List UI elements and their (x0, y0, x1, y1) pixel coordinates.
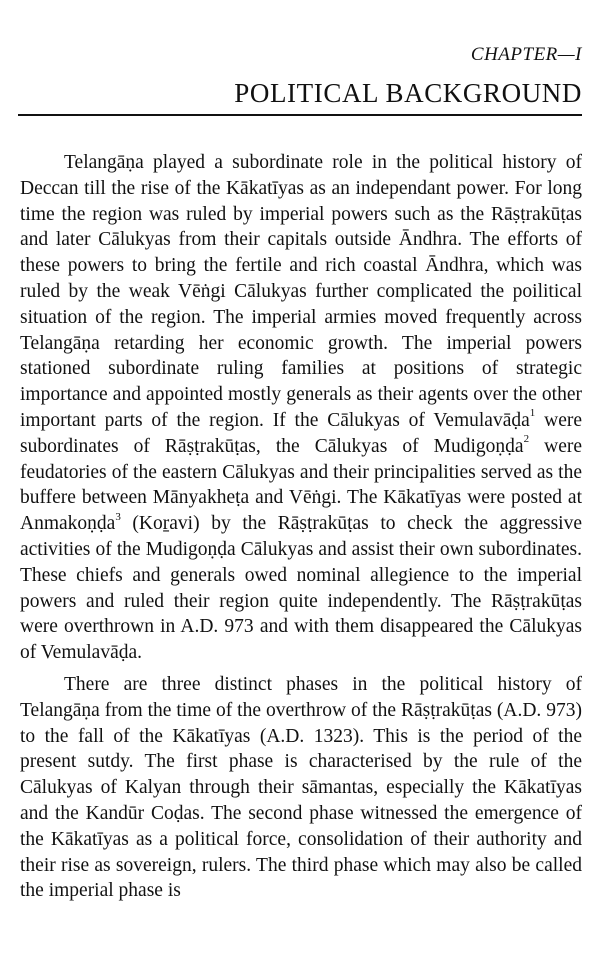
title-underline (18, 114, 582, 116)
paragraph-1 (20, 150, 582, 666)
footnote-marker: 2 (523, 433, 530, 446)
paragraph-1-text: were feudatories of the eastern Cālukyas and their principalities served as the buffere between Mānyakheṭa and Vēṅgi. The Kākatīyas were posted at Anmakoṇḍa (20, 435, 583, 535)
paragraph-1-text: Telangāṇa played a subordinate role in the political history of Deccan till the rise of the Kākatīyas as an independant power. For long time the region was ruled by imperial powers such as the Rāṣṭrakūṭas and later Cālukyas from their capitals outside Āndhra. The efforts of these powers to bring the fertile and rich coastal Āndhra, which was ruled by the weak Vēṅgi Cālukyas further complicated the poilitical situation of the region. The imperial armies moved frequently across Telangāṇa retarding her economic growth. The imperial powers stationed subordinate ruling families at positions of strategic importance and appointed mostly generals as their agents over the other important parts of the region. If the Cālukyas of Vemulavāḍa (20, 152, 582, 431)
paragraph-2: There are three distinct phases in the political history of Telangāṇa from the time of the overthrow of the Rāṣṭrakūṭas (A.D. 973) to the fall of the Kākatīyas (A.D. 1323). This is the period of the present sutdy. The first phase is characterised by the rule of the Cālukyas of Kalyan through their sāmantas, especially the Kākatīyas and the Kandūr Coḍas. The second phase witnessed the emergence of the Kākatīyas as a political force, consolidation of their authority and their rise as sovereign, rulers. The third phase which may also be called the imperial phase is (20, 673, 582, 902)
footnote-marker: 1 (529, 407, 536, 420)
paragraph-1-text: (Koṟavi) by the Rāṣṭrakūṭas to check the aggressive activities of the Mudigoṇḍa Cālukyas and assist their own subordinates. These chiefs and generals owed nominal allegience to the imperial powers and ruled their region quite independently. The Rāṣṭrakūṭas were overthrown in A.D. 973 and with them disappeared the Cālukyas of Vemulavāḍa. (20, 513, 582, 664)
body-text (20, 150, 582, 904)
chapter-title: POLITICAL BACKGROUND (234, 78, 582, 108)
chapter-label: CHAPTER—I (470, 44, 582, 65)
footnote-marker: 3 (115, 510, 121, 523)
paragraph-1-text: were subordinates of Rāṣṭrakūṭas, the Cālukyas of Mudigoṇḍa (20, 409, 582, 457)
